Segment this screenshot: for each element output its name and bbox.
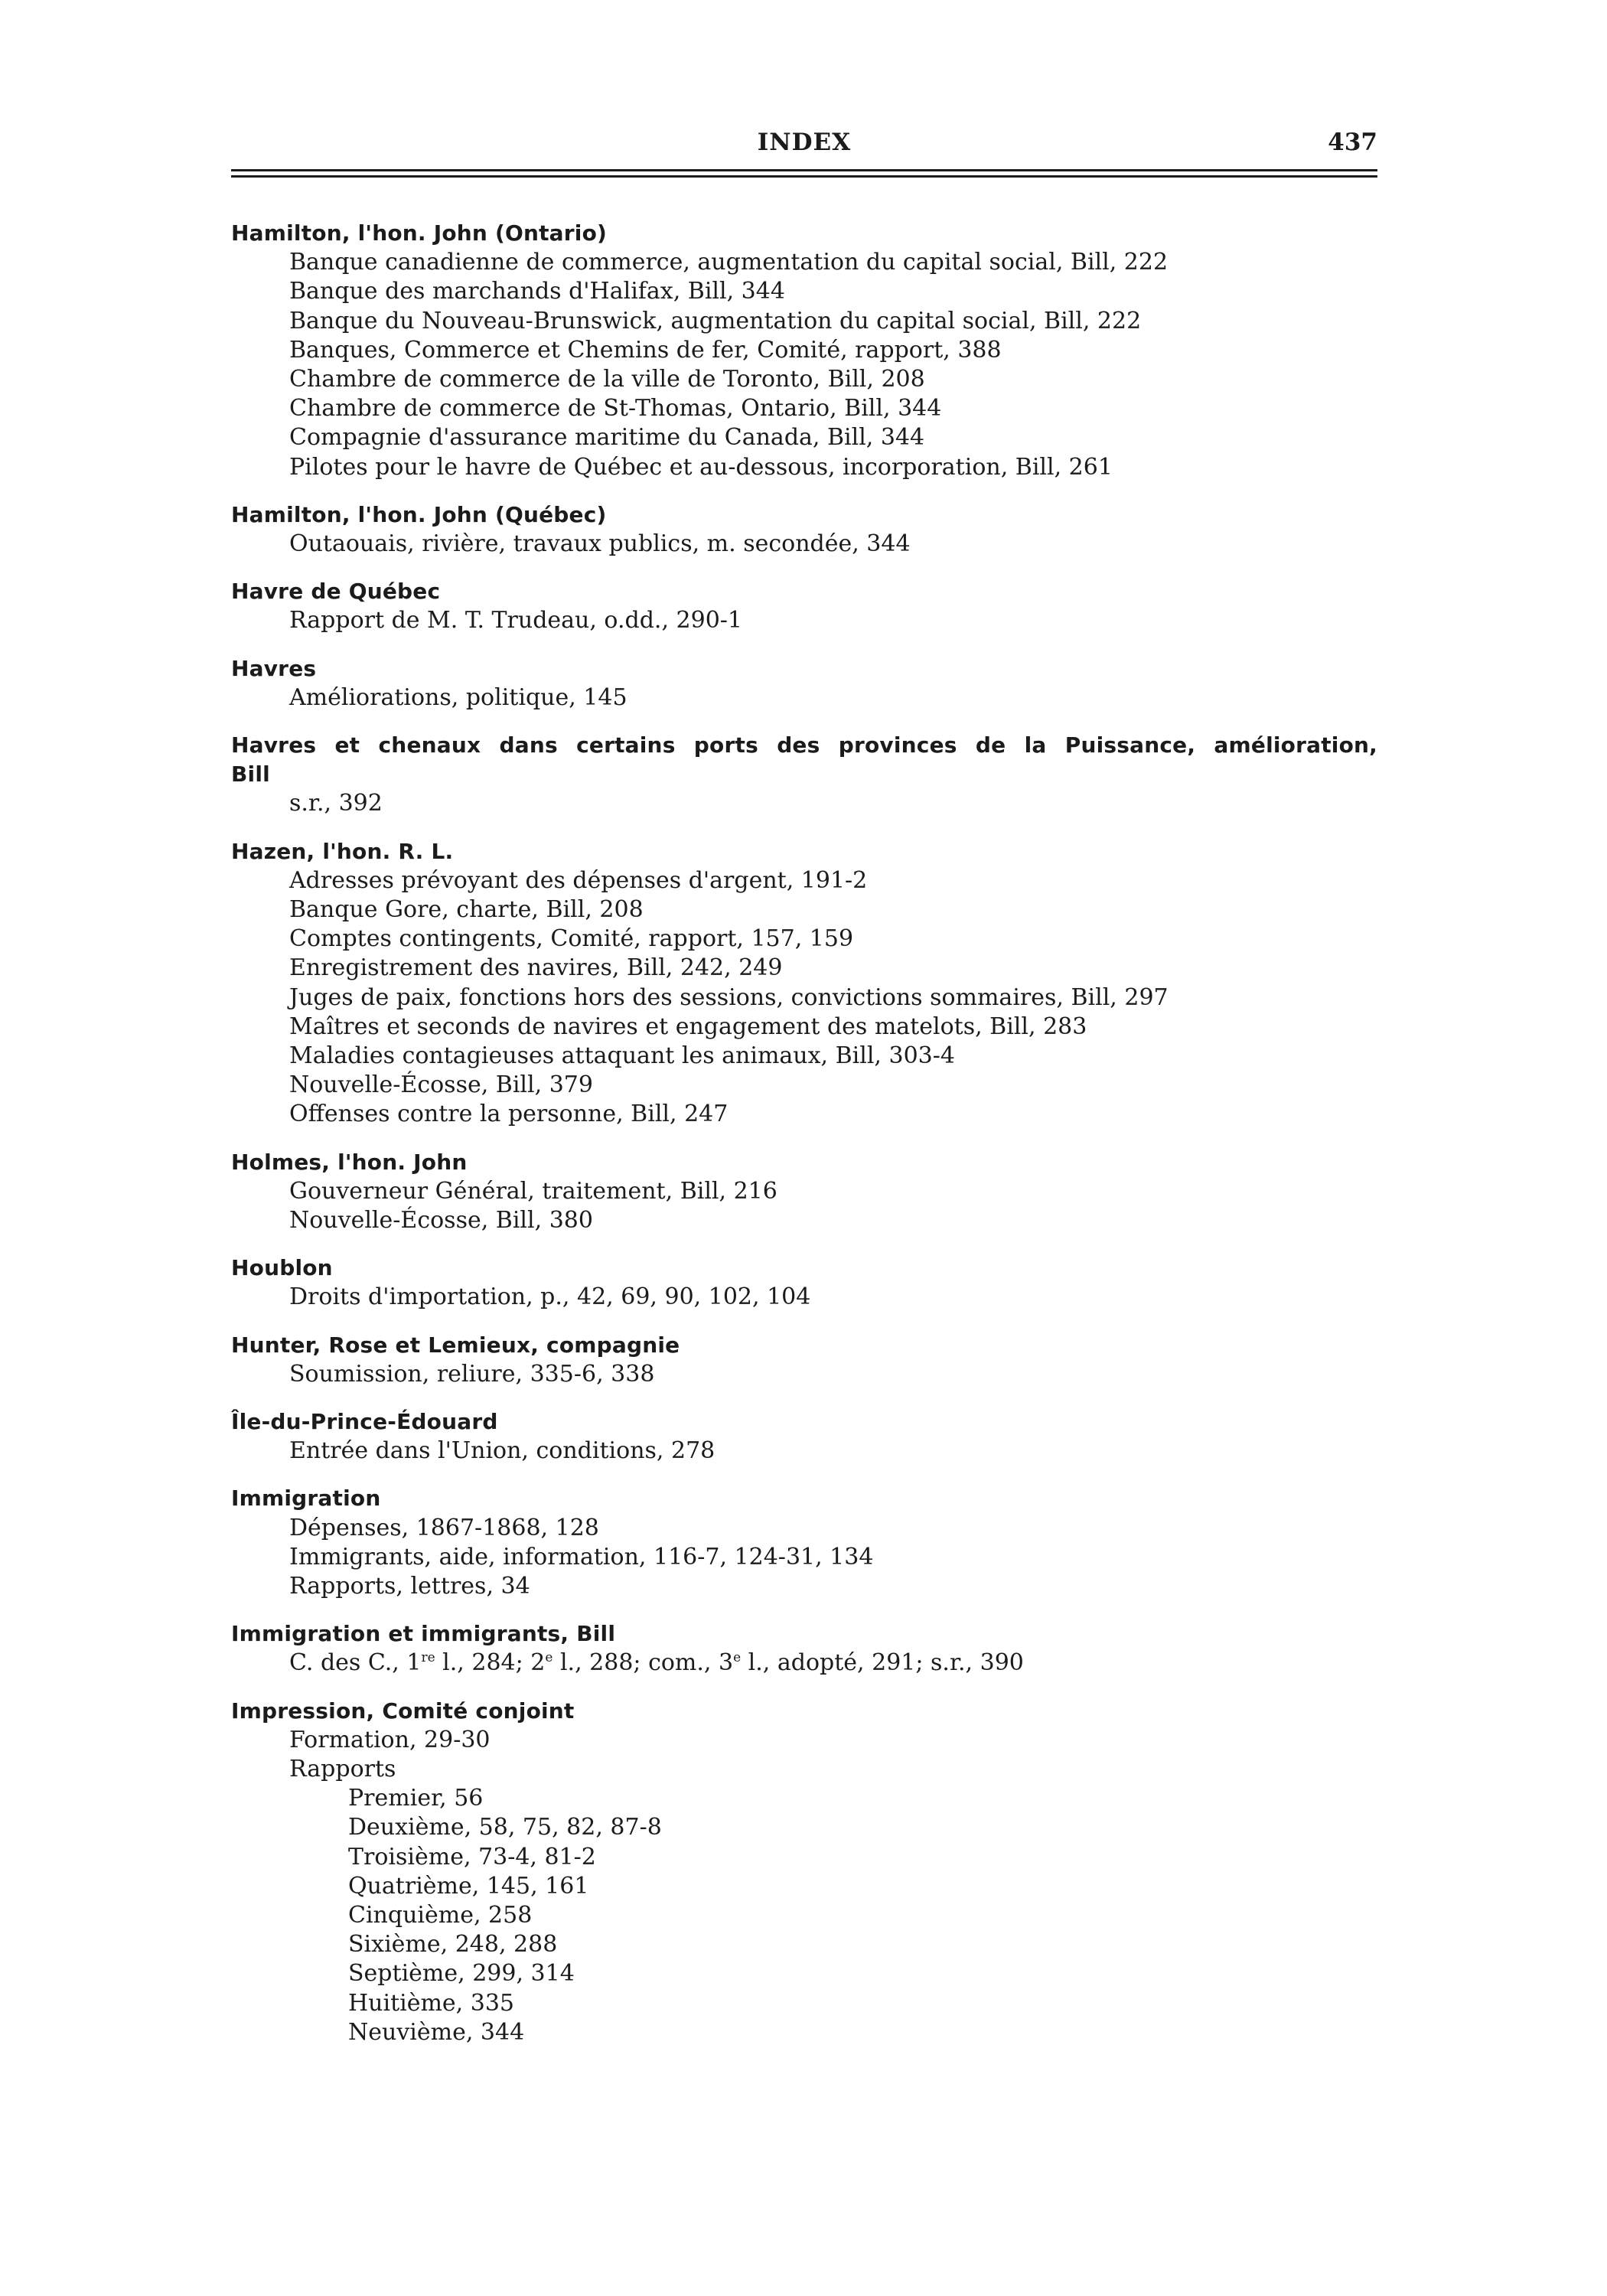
- index-subsubentry: Sixième, 248, 288: [348, 1931, 558, 1958]
- index-heading: Île-du-Prince-Édouard: [231, 1409, 498, 1434]
- index-subentry: Banques, Commerce et Chemins de fer, Comité, rapport, 388: [289, 337, 1002, 364]
- ordinal-superscript: re: [421, 1650, 435, 1665]
- index-subentry: Rapport de M. T. Trudeau, o.dd., 290-1: [289, 607, 743, 634]
- index-subsubentry: Quatrième, 145, 161: [348, 1873, 589, 1900]
- index-heading: Havres: [231, 656, 317, 681]
- index-subentry: Compagnie d'assurance maritime du Canada, Bill, 344: [289, 424, 925, 451]
- index-subentry: Offenses contre la personne, Bill, 247: [289, 1101, 729, 1127]
- index-subentry: Pilotes pour le havre de Québec et au-dessous, incorporation, Bill, 261: [289, 454, 1113, 481]
- index-heading: Hazen, l'hon. R. L.: [231, 839, 454, 864]
- index-subentry: Banque du Nouveau-Brunswick, augmentation du capital social, Bill, 222: [289, 308, 1142, 334]
- page-number: 437: [1328, 129, 1377, 156]
- index-subentry: Formation, 29-30: [289, 1727, 491, 1753]
- index-subentry: Banque des marchands d'Halifax, Bill, 344: [289, 278, 785, 305]
- index-subentry: Banque canadienne de commerce, augmentation du capital social, Bill, 222: [289, 249, 1169, 276]
- index-subsubentry: Cinquième, 258: [348, 1902, 533, 1929]
- index-subentry: Droits d'importation, p., 42, 69, 90, 102, 104: [289, 1283, 811, 1310]
- page-title: INDEX: [757, 129, 852, 156]
- ordinal-superscript: e: [545, 1650, 553, 1665]
- index-subentry: Chambre de commerce de St-Thomas, Ontario, Bill, 344: [289, 395, 942, 422]
- index-subentry: Dépenses, 1867-1868, 128: [289, 1515, 599, 1541]
- index-subsubentry: Huitième, 335: [348, 1990, 515, 2017]
- index-subentry: Rapports: [289, 1756, 396, 1782]
- index-subentry: Maladies contagieuses attaquant les animaux, Bill, 303-4: [289, 1042, 955, 1069]
- index-subsubentry: Septième, 299, 314: [348, 1960, 575, 1987]
- entry-text-segment: l., 288; com., 3: [553, 1649, 734, 1676]
- index-subentry: Immigrants, aide, information, 116-7, 124-31, 134: [289, 1544, 874, 1570]
- index-heading: Holmes, l'hon. John: [231, 1150, 468, 1175]
- entry-text-segment: C. des C., 1: [289, 1649, 422, 1676]
- index-subentry: Rapports, lettres, 34: [289, 1573, 530, 1600]
- index-subentry: Améliorations, politique, 145: [289, 684, 627, 711]
- ordinal-superscript: e: [733, 1650, 742, 1665]
- index-subentry: [289, 1649, 1024, 1678]
- index-subentry: Gouverneur Général, traitement, Bill, 216: [289, 1178, 777, 1205]
- index-heading: Havres et chenaux dans certains ports des provinces de la Puissance, amélioration,: [231, 732, 1377, 758]
- index-heading: Immigration et immigrants, Bill: [231, 1621, 616, 1646]
- index-subsubentry: Deuxième, 58, 75, 82, 87-8: [348, 1814, 662, 1841]
- index-subsubentry: Neuvième, 344: [348, 2019, 525, 2046]
- index-subentry: Chambre de commerce de la ville de Toronto, Bill, 208: [289, 366, 925, 393]
- entry-text-segment: l., adopté, 291; s.r., 390: [741, 1649, 1024, 1676]
- index-subentry: Outaouais, rivière, travaux publics, m. secondée, 344: [289, 530, 911, 557]
- index-subentry: Maîtres et seconds de navires et engagement des matelots, Bill, 283: [289, 1013, 1087, 1040]
- index-heading: Hunter, Rose et Lemieux, compagnie: [231, 1332, 680, 1358]
- index-subsubentry: Premier, 56: [348, 1785, 484, 1812]
- index-subentry: Nouvelle-Écosse, Bill, 380: [289, 1207, 593, 1234]
- index-subentry: Juges de paix, fonctions hors des sessions, convictions sommaires, Bill, 297: [289, 984, 1169, 1011]
- index-subsubentry: Troisième, 73-4, 81-2: [348, 1844, 596, 1870]
- entry-text-segment: l., 284; 2: [435, 1649, 546, 1676]
- index-subentry: Entrée dans l'Union, conditions, 278: [289, 1437, 715, 1464]
- index-heading: Immigration: [231, 1486, 381, 1511]
- index-subentry: Soumission, reliure, 335-6, 338: [289, 1361, 655, 1388]
- index-heading: Hamilton, l'hon. John (Québec): [231, 502, 607, 527]
- index-heading: Hamilton, l'hon. John (Ontario): [231, 220, 608, 246]
- index-heading: Bill: [231, 762, 270, 787]
- index-heading: Impression, Comité conjoint: [231, 1698, 575, 1724]
- index-heading: Houblon: [231, 1255, 333, 1280]
- index-subentry: Adresses prévoyant des dépenses d'argent, 191-2: [289, 867, 868, 894]
- index-subentry: Comptes contingents, Comité, rapport, 157, 159: [289, 925, 854, 952]
- index-subentry: s.r., 392: [289, 790, 383, 817]
- index-subentry: Nouvelle-Écosse, Bill, 379: [289, 1071, 593, 1098]
- index-heading: Havre de Québec: [231, 579, 441, 604]
- index-subentry: Enregistrement des navires, Bill, 242, 249: [289, 954, 783, 981]
- index-subentry: Banque Gore, charte, Bill, 208: [289, 896, 644, 923]
